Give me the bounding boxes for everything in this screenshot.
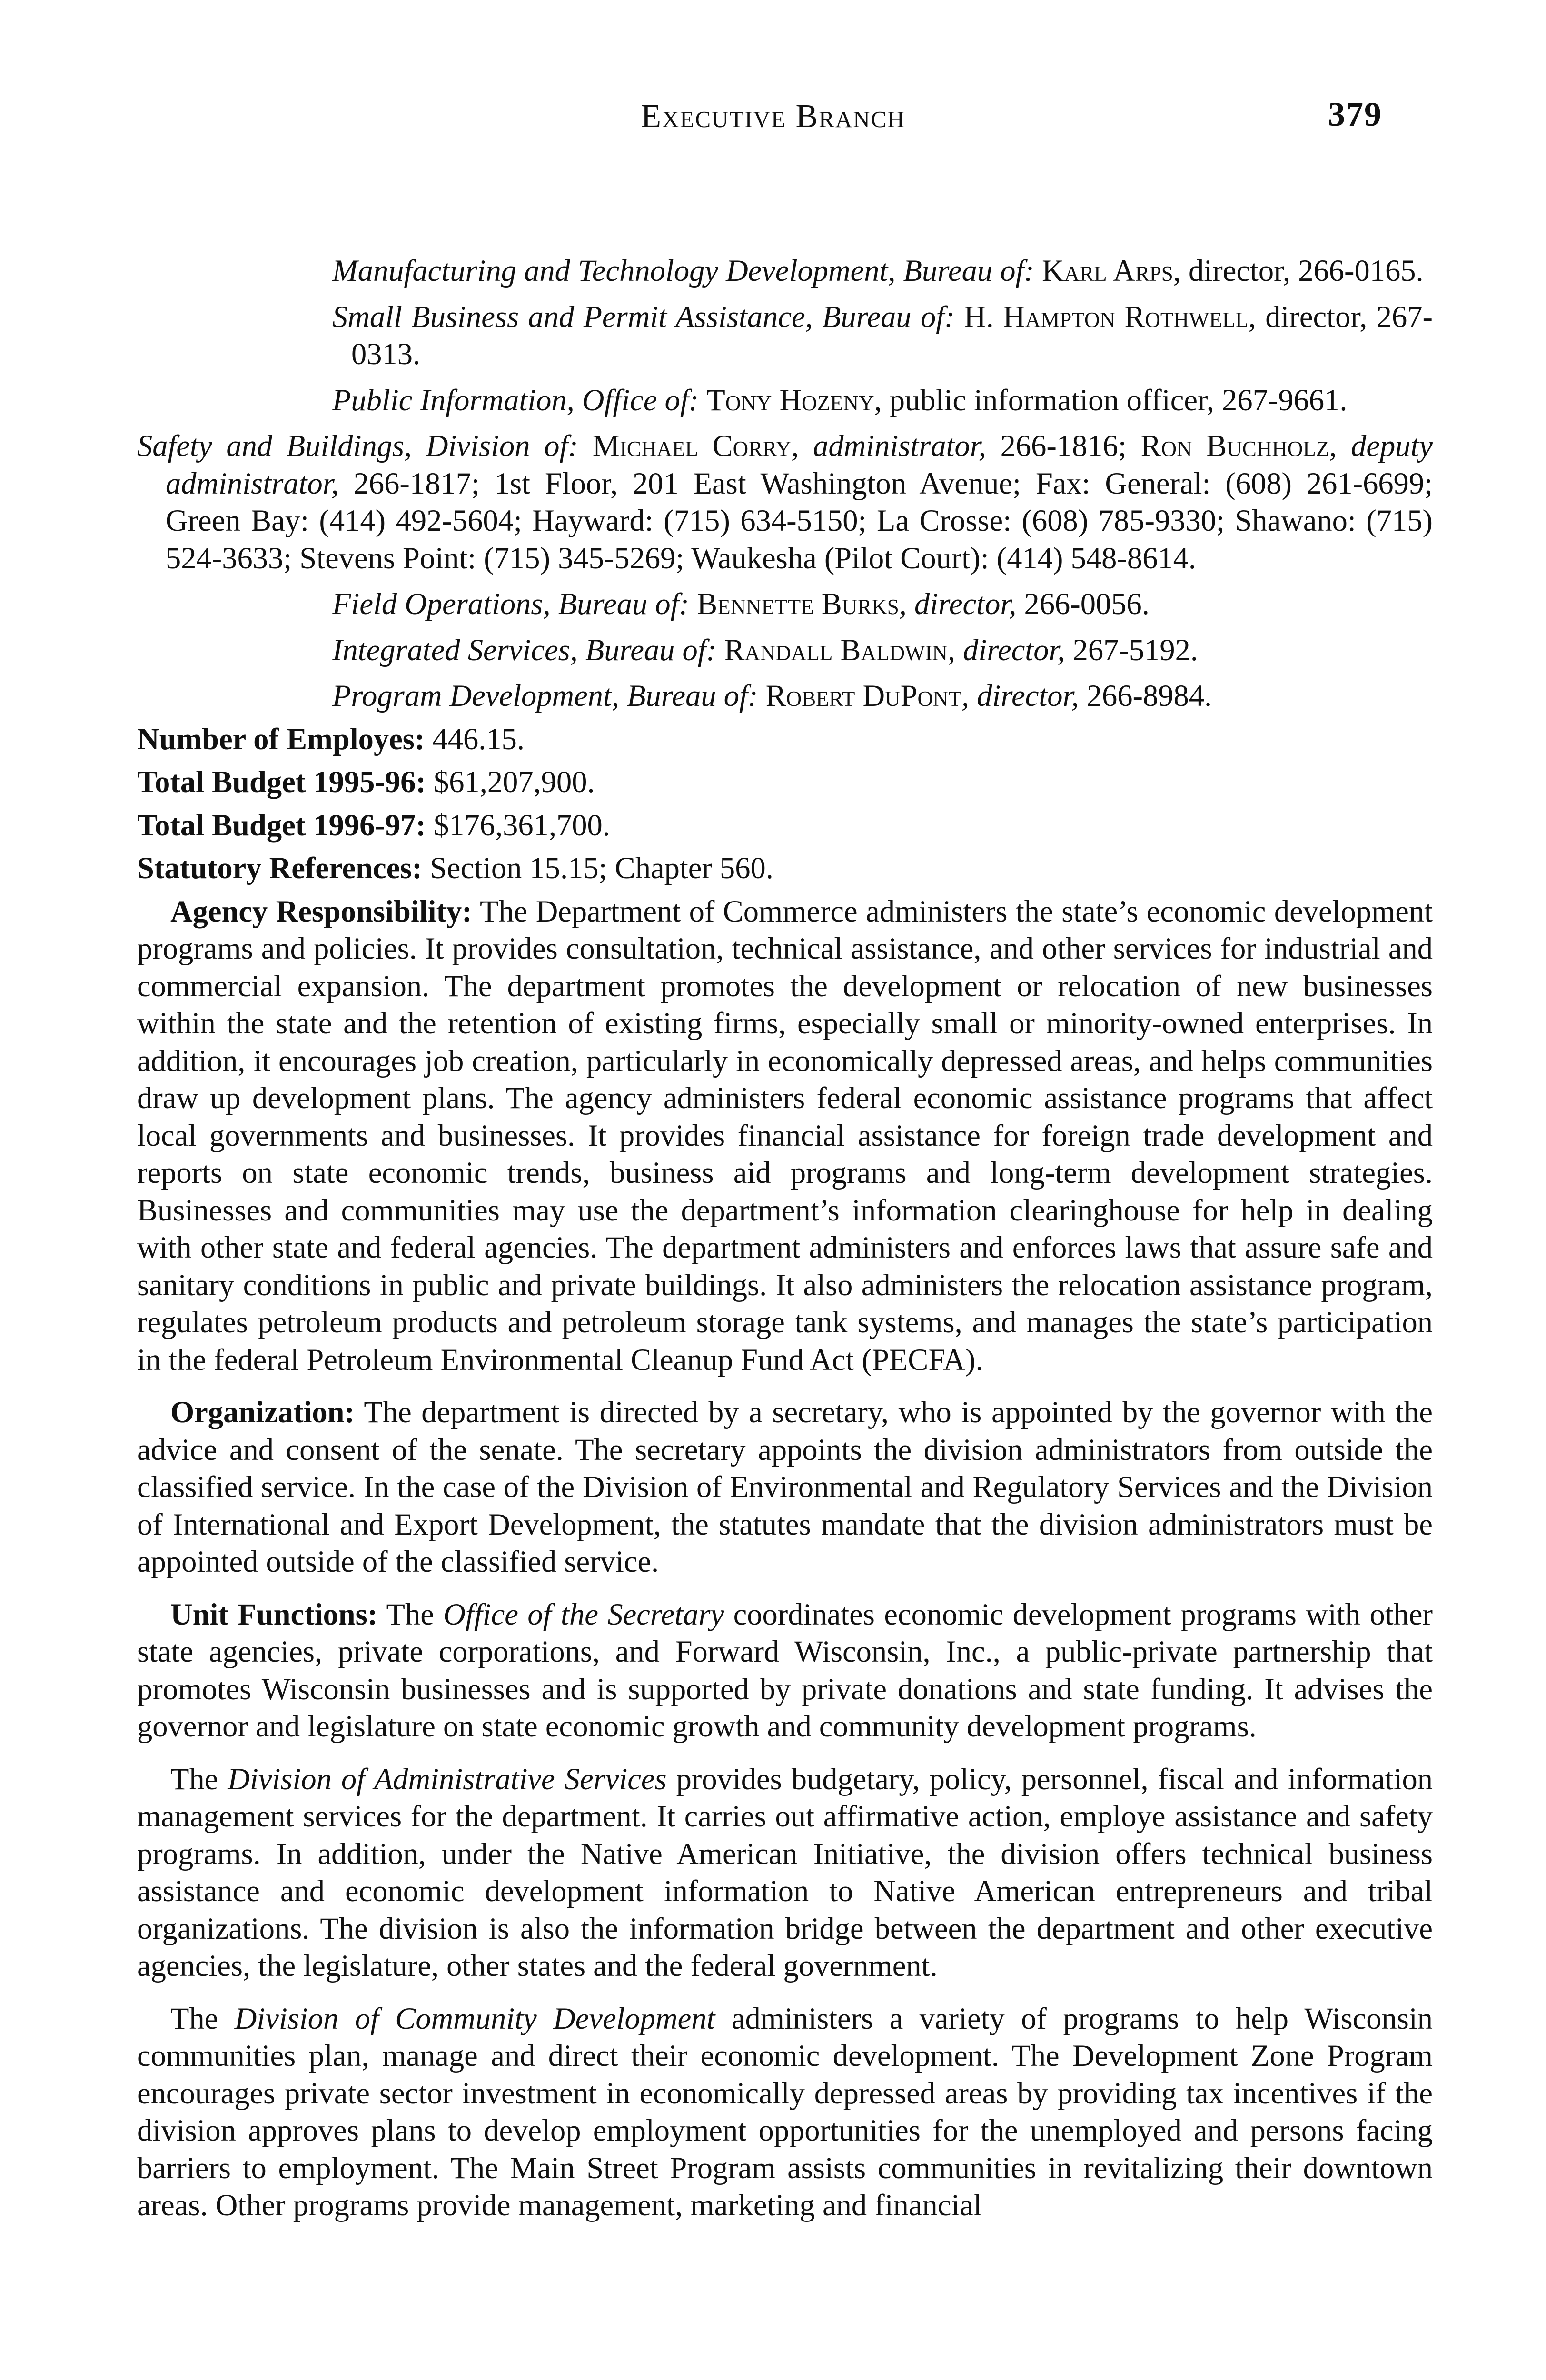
phone: 266-1816; <box>986 429 1141 463</box>
stat-value: Section 15.15; Chapter 560. <box>422 851 773 885</box>
phone: 266-8984. <box>1079 679 1212 713</box>
entry-details: , director, 267-0313. <box>351 299 1433 371</box>
unit-functions-paragraph <box>137 1596 1433 1745</box>
bureau-entry <box>137 632 1433 669</box>
unit-name: Field Operations, Bureau of: <box>332 587 690 621</box>
phone: 266-0056. <box>1016 587 1150 621</box>
person-name: Bennette Burks <box>697 587 899 621</box>
stat-employes <box>137 721 1433 758</box>
unit-name: Safety and Buildings, Division of: <box>137 429 578 463</box>
paragraph-text: The Department of Commerce administers the state’s economic development programs and policies. It provides consultation, technical assistance, and other services for industrial and commercial expansion. The department promotes the development or relocation of new businesses within the state and the retention of existing firms, especially small or minority-owned enterprises. In addition, it encourages job creation, particularly in economically depressed areas, and helps communities draw up development plans. The agency administers federal economic assistance programs that affect local governments and businesses. It provides financial assistance for foreign trade development and reports on state economic trends, business aid programs and long-term development strategies. Businesses and communities may use the department’s information clearinghouse for help in dealing with other state and federal agencies. The department administers and enforces laws that assure safe and sanitary conditions in public and private buildings. It also administers the relocation assistance program, regulates petroleum products and petroleum storage tank systems, and manages the state’s participation in the federal Petroleum Environmental Cleanup Fund Act (PECFA). <box>137 894 1433 1377</box>
paragraph-text: provides budgetary, policy, personnel, fiscal and information management services for the department. It carries out affirmative action, employe assistance and safety programs. In addition, under the Native American Initiative, the division offers technical business assistance and economic development information to Native American entrepreneurs and tribal organizations. The division is also the information bridge between the department and other executive agencies, the legislature, other states and the federal government. <box>137 1762 1433 1983</box>
section-label: Organization: <box>170 1395 355 1429</box>
stat-label: Total Budget 1996-97: <box>137 808 426 842</box>
person-name: Tony Hozeny <box>706 383 874 417</box>
bureau-entry <box>137 677 1433 715</box>
person-role: , director, <box>899 587 1017 621</box>
division-name: Division of Administrative Services <box>228 1762 667 1796</box>
person-name: Randall Baldwin <box>724 633 948 667</box>
stat-budget-1996 <box>137 807 1433 844</box>
page-number: 379 <box>1328 95 1382 133</box>
section-label: Unit Functions: <box>170 1597 378 1631</box>
entry-details: , director, 266-0165. <box>1173 254 1424 288</box>
community-development-paragraph <box>137 2000 1433 2224</box>
person-name: Michael Corry <box>592 429 792 463</box>
bureau-entry <box>137 252 1433 290</box>
paragraph-text: The <box>377 1597 444 1631</box>
section-label: Agency Responsibility: <box>170 894 472 928</box>
agency-responsibility-paragraph <box>137 893 1433 1379</box>
paragraph-text: The department is directed by a secretary, who is appointed by the governor with the advice and consent of the senate. The secretary appoints the division administrators from outside the classified service. In the case of the Division of Environmental and Regulatory Services and the Division of International and Export Development, the statutes mandate that the division administrators must be appointed outside of the classified service. <box>137 1395 1433 1578</box>
person-role: , administrator, <box>791 429 986 463</box>
person-role: , director, <box>947 633 1065 667</box>
administrative-services-paragraph <box>137 1761 1433 1985</box>
stat-value: $61,207,900. <box>426 765 595 799</box>
stat-value: 446.15. <box>425 722 525 756</box>
entry-details: , public information officer, 267-9661. <box>874 383 1348 417</box>
stat-label: Statutory References: <box>137 851 422 885</box>
entry-details: 266-1817; 1st Floor, 201 East Washington Avenue; Fax: General: (608) 261-6699; Green Bay: (414) 492-5604; Hayward: (715) 634-5150; La Crosse: (608) 785-9330; Shawano: (715) 524-3633; Stevens Point: (715) 345-5269; Waukesha (Pilot Court): (414) 548-8614. <box>166 466 1433 575</box>
division-entry <box>137 427 1433 577</box>
organization-paragraph <box>137 1394 1433 1581</box>
unit-name: Small Business and Permit Assistance, Bureau of: <box>332 299 955 334</box>
stat-label: Number of Employes: <box>137 722 425 756</box>
unit-name: Manufacturing and Technology Development, Bureau of: <box>332 254 1034 288</box>
unit-name: Public Information, Office of: <box>332 383 699 417</box>
person-name: H. Hampton Rothwell <box>964 299 1249 334</box>
unit-name: Integrated Services, Bureau of: <box>332 633 717 667</box>
person-name: Ron Buchholz <box>1140 429 1329 463</box>
page-body <box>137 244 1433 2224</box>
paragraph-text: coordinates economic development programs with other state agencies, private corporations, and Forward Wisconsin, Inc., a public-private partnership that promotes Wisconsin businesses and is supported by private donations and state funding. It advises the governor and legislature on state economic growth and community development programs. <box>137 1597 1433 1743</box>
person-role: , director, <box>961 679 1079 713</box>
bureau-entry <box>137 298 1433 373</box>
phone: 267-5192. <box>1065 633 1199 667</box>
stat-statutory-references <box>137 850 1433 887</box>
division-name: Division of Community Development <box>234 2001 715 2035</box>
stat-budget-1995 <box>137 764 1433 801</box>
unit-name: Program Development, Bureau of: <box>332 679 758 713</box>
running-head: Executive Branch <box>641 98 905 135</box>
bureau-entry <box>137 585 1433 623</box>
paragraph-text: The <box>170 1762 228 1796</box>
stat-label: Total Budget 1995-96: <box>137 765 426 799</box>
person-role: , deputy administrator, <box>166 429 1433 500</box>
office-entry <box>137 382 1433 419</box>
page-header <box>0 95 1546 140</box>
person-name: Robert DuPont <box>765 679 961 713</box>
office-name: Office of the Secretary <box>443 1597 724 1631</box>
person-name: Karl Arps <box>1042 254 1173 288</box>
stat-value: $176,361,700. <box>426 808 610 842</box>
paragraph-text: administers a variety of programs to help Wisconsin communities plan, manage and direct their economic development. The Development Zone Program encourages private sector investment in economically depressed areas by providing tax incentives if the division approves plans to develop employment opportunities for the unemployed and persons facing barriers to employment. The Main Street Program assists communities in revitalizing their downtown areas. Other programs provide management, marketing and financial <box>137 2001 1433 2222</box>
paragraph-text: The <box>170 2001 235 2035</box>
